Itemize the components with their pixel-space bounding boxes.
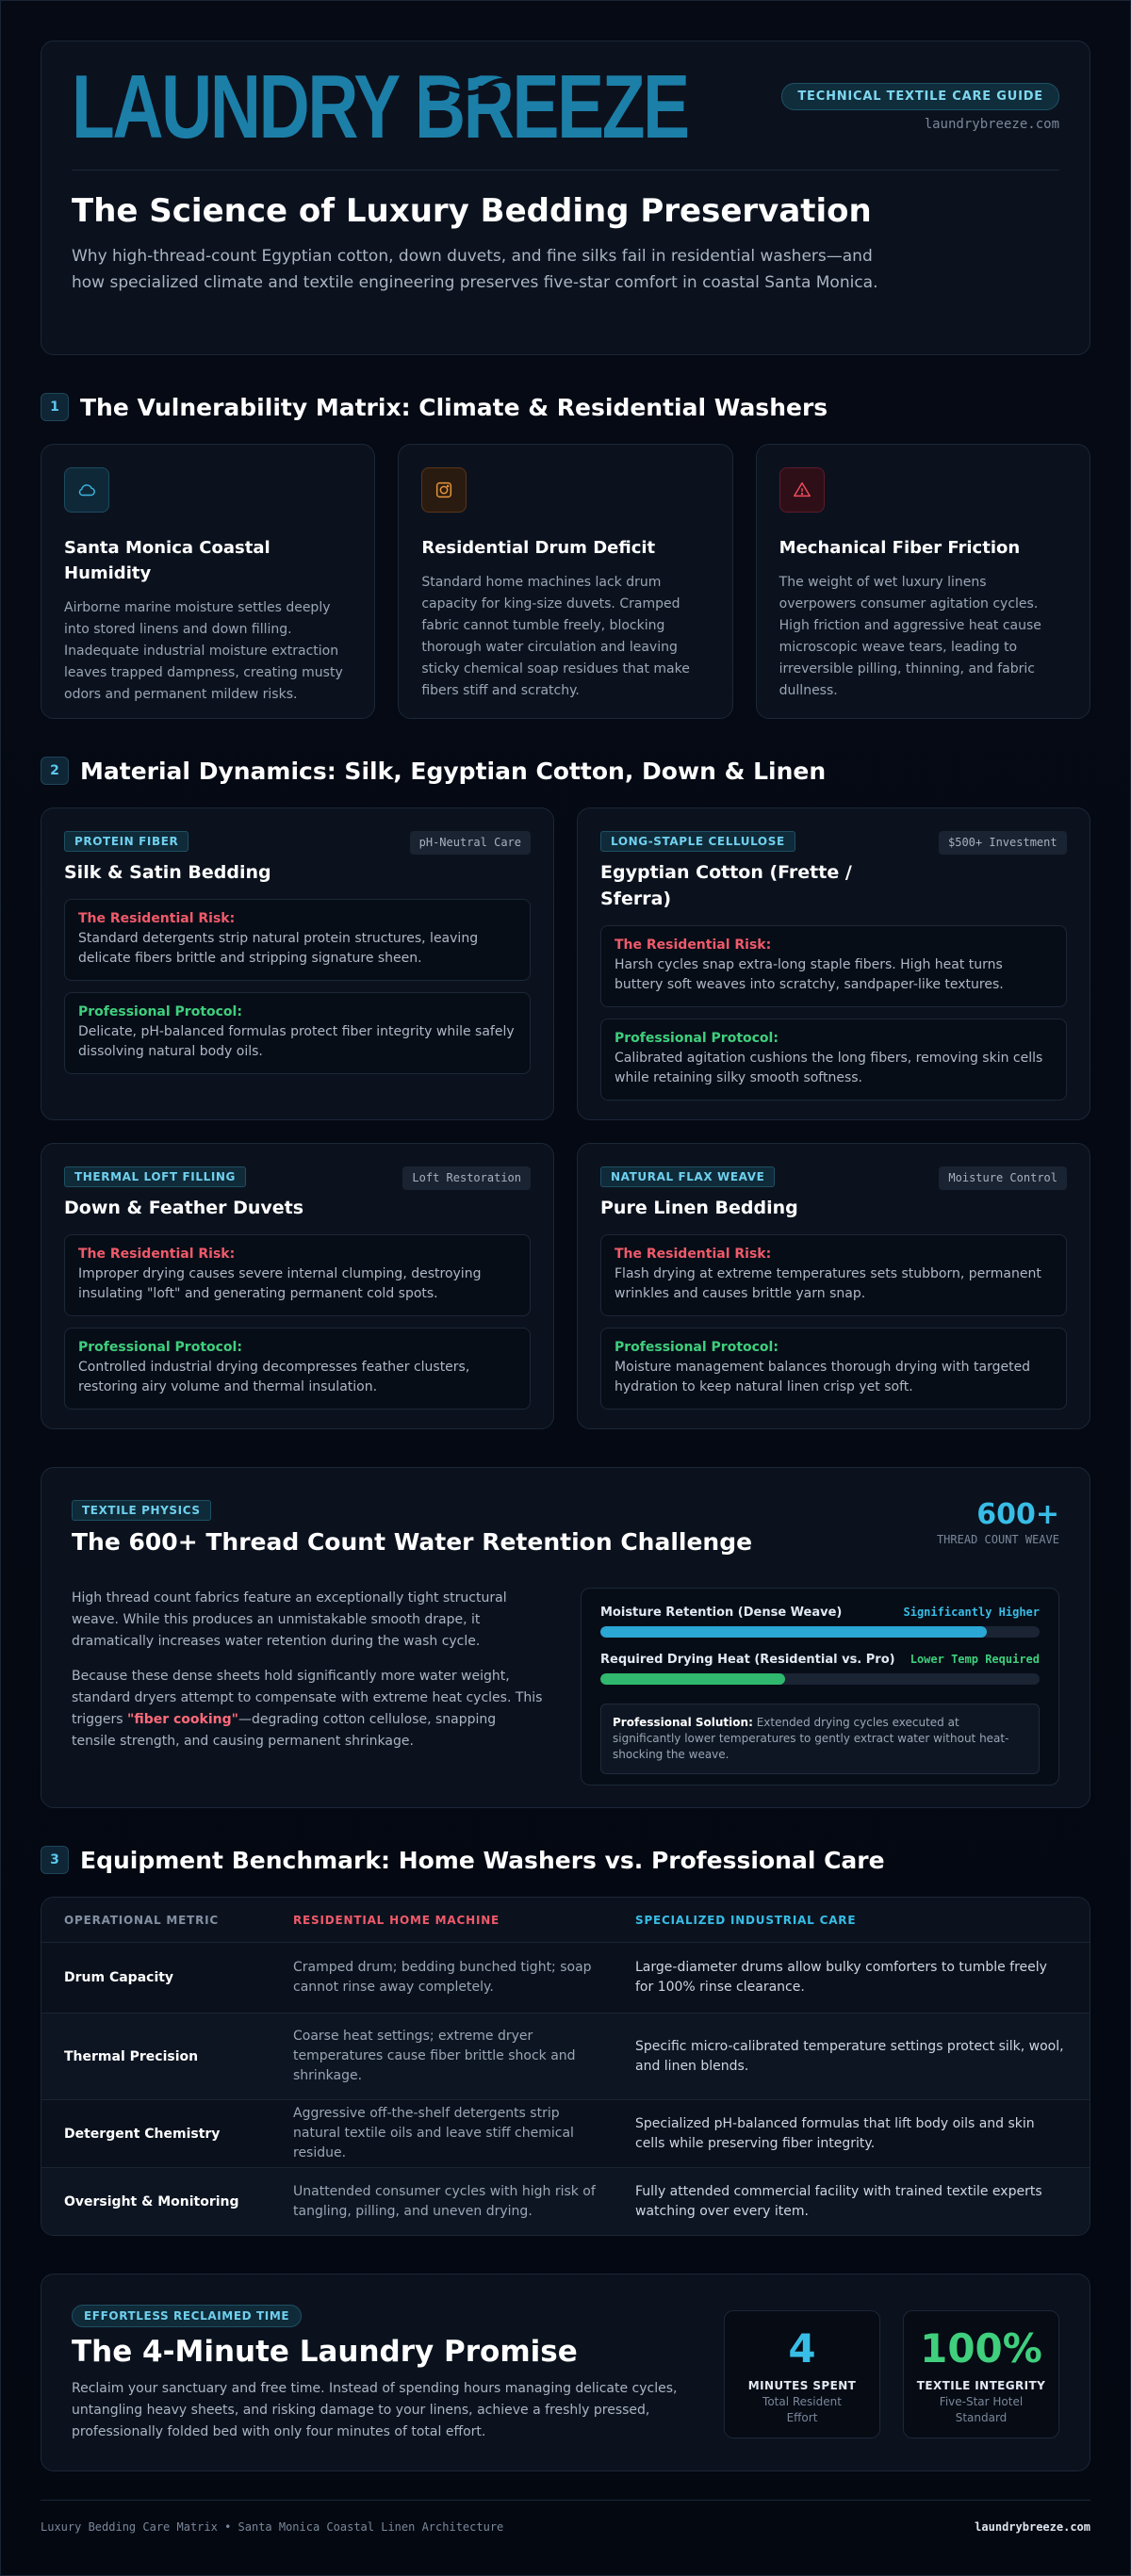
divider: [72, 170, 1059, 171]
column-header: SPECIALIZED INDUSTRIAL CARE: [635, 1913, 857, 1927]
benchmark-section: [41, 1844, 1090, 2236]
solution-label: Professional Solution:: [613, 1716, 753, 1729]
solution-box: [600, 1704, 1040, 1774]
stat-label: MINUTES SPENT: [747, 2379, 857, 2392]
minutes-stat: [724, 2310, 880, 2438]
wave-icon: [426, 53, 516, 121]
risk-box: [64, 899, 531, 981]
column-header: RESIDENTIAL HOME MACHINE: [293, 1913, 500, 1927]
risk-label: The Residential Risk:: [615, 1247, 772, 1262]
protocol-box: [64, 992, 531, 1074]
pro-cell: Specific micro-calibrated temperature settings protect silk, wool, and linen blends.: [635, 2038, 1064, 2074]
vulnerability-cards: [41, 444, 1090, 719]
protocol-box: [600, 1019, 1067, 1101]
material-badge: $500+ Investment: [939, 831, 1067, 855]
protocol-text: Controlled industrial drying decompresses feather clusters, restoring airy volume and thermal insulation.: [78, 1360, 470, 1394]
bar-fill: [600, 1626, 987, 1638]
physics-paragraph: High thread count fabrics feature an exceptionally tight structural weave. While this produces an unmistakable smooth drape, it dramatically increases water retention during the wash cycle.: [72, 1590, 507, 1649]
logo-text: LAUNDRY BREEZE: [72, 57, 688, 157]
pro-cell: Fully attended commercial facility with trained textile experts watching over every item.: [635, 2183, 1042, 2219]
protocol-label: Professional Protocol:: [78, 1340, 242, 1355]
column-header: OPERATIONAL METRIC: [64, 1913, 220, 1927]
vulnerability-section: [41, 391, 1090, 719]
protocol-box: [600, 1328, 1067, 1410]
material-tag: LONG-STAPLE CELLULOSE: [600, 831, 795, 852]
section-title: Equipment Benchmark: Home Washers vs. Professional Care: [80, 1846, 885, 1874]
material-card: [41, 807, 554, 1120]
risk-label: The Residential Risk:: [78, 1247, 236, 1262]
content: [41, 41, 1090, 2471]
bar-metric: [600, 1606, 1040, 1638]
table-header: [41, 1898, 1090, 1942]
table-row: [41, 2167, 1090, 2235]
protocol-box: [64, 1328, 531, 1410]
stat-subtext: Total Resident Effort: [762, 2395, 842, 2424]
home-cell: Unattended consumer cycles with high risk of tangling, pilling, and uneven drying.: [293, 2183, 596, 2219]
card-text: Standard home machines lack drum capacity for king-size duvets. Cramped fabric cannot tumble freely, blocking thorough water circulation and leaving sticky chemical soap residues that make fibers stiff and scratchy.: [421, 575, 690, 698]
stat-value: 100%: [920, 2325, 1042, 2372]
pro-cell: Large-diameter drums allow bulky comforters to tumble freely for 100% rinse clearance.: [635, 1960, 1047, 1995]
protocol-text: Calibrated agitation cushions the long fibers, removing skin cells while retaining silky smooth softness.: [615, 1051, 1043, 1085]
vulnerability-card: [398, 444, 732, 719]
risk-text: Harsh cycles snap extra-long staple fibers. High heat turns buttery soft weaves into scratchy, sandpaper-like textures.: [615, 957, 1004, 992]
footer-link[interactable]: laundrybreeze.com: [975, 2520, 1090, 2534]
bar-value: Lower Temp Required: [910, 1653, 1040, 1666]
protocol-label: Professional Protocol:: [615, 1031, 779, 1046]
section-number: 2: [41, 757, 69, 785]
card-title: Santa Monica Coastal Humidity: [64, 538, 270, 583]
material-title: Egyptian Cotton (Frette / Sferra): [600, 862, 852, 909]
risk-text: Flash drying at extreme temperatures sets stubborn, permanent wrinkles and causes brittle yarn snap.: [615, 1266, 1041, 1301]
hero-card: [41, 41, 1090, 355]
physics-paragraph: [72, 1666, 543, 1753]
table-row: [41, 1942, 1090, 2013]
material-badge: pH-Neutral Care: [410, 831, 531, 855]
cloud-icon: [64, 467, 109, 513]
bar-track: [600, 1673, 1040, 1685]
bar-header: [600, 1606, 1040, 1620]
metric-cell: Oversight & Monitoring: [64, 2193, 239, 2209]
stat-label: THREAD COUNT WEAVE: [936, 1533, 1059, 1546]
solution-text: Extended drying cycles executed at significantly lower temperatures to gently extract water without heat-shocking the weave.: [613, 1716, 1009, 1761]
promise-title: The 4-Minute Laundry Promise: [72, 2335, 578, 2369]
metric-cell: Drum Capacity: [64, 1970, 174, 1985]
risk-box: [600, 1234, 1067, 1316]
protocol-label: Professional Protocol:: [78, 1004, 242, 1019]
text-run: —degrading cotton cellulose, snapping tensile strength, and causing permanent shrinkage.: [72, 1712, 497, 1749]
section-heading: [41, 755, 1090, 787]
page-title: The Science of Luxury Bedding Preservation: [72, 192, 872, 230]
metric-cell: Thermal Precision: [64, 2048, 199, 2064]
thread-count-stat: [937, 1498, 1059, 1546]
material-tag: NATURAL FLAX WEAVE: [600, 1166, 775, 1187]
physics-text: [72, 1588, 543, 1785]
section-heading: [41, 1844, 1090, 1876]
table-row: [41, 2099, 1090, 2167]
footer-text: Luxury Bedding Care Matrix • Santa Monica Coastal Linen Architecture: [41, 2520, 504, 2534]
material-badge: Loft Restoration: [402, 1166, 531, 1190]
physics-title: The 600+ Thread Count Water Retention Challenge: [72, 1528, 753, 1556]
material-tag: PROTEIN FIBER: [64, 831, 188, 852]
footer-divider: [41, 2500, 1090, 2501]
stat-subtext: Five-Star Hotel Standard: [939, 2395, 1024, 2424]
section-heading: [41, 391, 1090, 423]
risk-label: The Residential Risk:: [615, 937, 772, 953]
bar-label: Moisture Retention (Dense Weave): [600, 1606, 843, 1620]
site-domain[interactable]: laundrybreeze.com: [924, 117, 1059, 132]
promise-text: Reclaim your sanctuary and free time. Instead of spending hours managing delicate cycles, untangling heavy sheets, and risking damage to your linens, achieve a freshly pressed, professionally folded bed with only four minutes of total effort.: [72, 2381, 678, 2439]
material-cards: [41, 807, 1090, 1429]
material-title: Pure Linen Bedding: [600, 1198, 798, 1218]
material-title: Silk & Satin Bedding: [64, 862, 271, 883]
physics-body: [72, 1588, 1059, 1785]
fiber-cooking-highlight: "fiber cooking": [127, 1712, 238, 1727]
vulnerability-card: [41, 444, 375, 719]
material-title: Down & Feather Duvets: [64, 1198, 304, 1218]
vulnerability-card: [756, 444, 1090, 719]
physics-card: [41, 1467, 1090, 1808]
bar-fill: [600, 1673, 785, 1685]
promise-tag: EFFORTLESS RECLAIMED TIME: [72, 2305, 302, 2327]
pro-cell: Specialized pH-balanced formulas that lift body oils and skin cells while preserving fiber integrity.: [635, 2115, 1035, 2151]
bar-track: [600, 1626, 1040, 1638]
risk-box: [600, 925, 1067, 1007]
warning-icon: [779, 467, 825, 513]
risk-label: The Residential Risk:: [78, 911, 236, 926]
promise-card: [41, 2274, 1090, 2471]
stat-value: 600+: [976, 1498, 1059, 1531]
physics-tag: TEXTILE PHYSICS: [72, 1500, 211, 1521]
material-tag: THERMAL LOFT FILLING: [64, 1166, 246, 1187]
home-cell: Cramped drum; bedding bunched tight; soap cannot rinse away completely.: [293, 1960, 592, 1995]
protocol-text: Moisture management balances thorough drying with targeted hydration to keep natural linen crisp yet soft.: [615, 1360, 1031, 1394]
bar-label: Required Drying Heat (Residential vs. Pro): [600, 1653, 895, 1667]
stat-label: TEXTILE INTEGRITY: [916, 2379, 1046, 2392]
benchmark-table: [41, 1897, 1090, 2236]
home-cell: Aggressive off-the-shelf detergents strip natural textile oils and leave stiff chemical residue.: [293, 2106, 574, 2160]
metric-cell: Detergent Chemistry: [64, 2126, 221, 2142]
washer-icon: [421, 467, 467, 513]
protocol-text: Delicate, pH-balanced formulas protect fiber integrity while safely dissolving natural body oils.: [78, 1024, 515, 1059]
stat-value: 4: [788, 2325, 816, 2372]
card-title: Mechanical Fiber Friction: [779, 538, 1021, 558]
material-card: [577, 807, 1090, 1120]
table-row: [41, 2013, 1090, 2099]
bar-value: Significantly Higher: [903, 1606, 1040, 1619]
card-title: Residential Drum Deficit: [421, 538, 656, 558]
guide-badge: TECHNICAL TEXTILE CARE GUIDE: [781, 83, 1059, 110]
risk-text: Standard detergents strip natural protein structures, leaving delicate fibers brittle and stripping signature sheen.: [78, 931, 479, 966]
section-number: 1: [41, 393, 69, 421]
protocol-label: Professional Protocol:: [615, 1340, 779, 1355]
risk-text: Improper drying causes severe internal clumping, destroying insulating "loft" and generating permanent cold spots.: [78, 1266, 482, 1301]
home-cell: Coarse heat settings; extreme dryer temperatures cause fiber brittle shock and shrinkage.: [293, 2029, 576, 2083]
bar-header: [600, 1653, 1040, 1667]
section-title: Material Dynamics: Silk, Egyptian Cotton, Down & Linen: [80, 757, 827, 785]
card-text: Airborne marine moisture settles deeply into stored linens and down filling. Inadequate industrial moisture extraction leaves trapped dampness, creating musty odors and permanent mildew risks.: [64, 600, 343, 702]
section-number: 3: [41, 1846, 69, 1874]
material-badge: Moisture Control: [939, 1166, 1067, 1190]
integrity-stat: [903, 2310, 1059, 2438]
section-title: The Vulnerability Matrix: Climate & Residential Washers: [80, 393, 828, 421]
material-card: [41, 1143, 554, 1429]
card-text: The weight of wet luxury linens overpowers consumer agitation cycles. High friction and aggressive heat cause microscopic weave tears, leading to irreversible pilling, thinning, and fabric dullness.: [779, 575, 1041, 698]
risk-box: [64, 1234, 531, 1316]
page-subtitle: Why high-thread-count Egyptian cotton, down duvets, and fine silks fail in residential washers—and how specialized climate and textile engineering preserves five-star comfort in coastal Santa Monica.: [72, 247, 878, 292]
material-section: [41, 755, 1090, 1429]
bar-metric: [600, 1653, 1040, 1685]
retention-panel: [581, 1588, 1059, 1785]
material-card: [577, 1143, 1090, 1429]
text-run: Because these dense sheets hold significantly more water weight, standard dryers attempt to compensate with extreme heat cycles. This triggers: [72, 1669, 543, 1727]
